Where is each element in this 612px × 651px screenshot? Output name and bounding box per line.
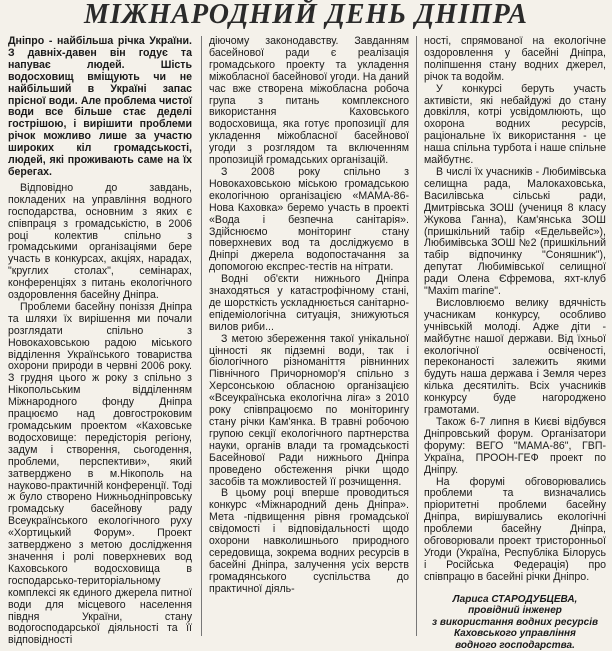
paragraph: діючому законодавству. Завданням басейнової ради є реалізація громадського проекту та укладення міжобласної басейнової угоди. На даний час вже створена міжобласна робоча група з питань комплексного використання Каховського водосховища, яка готує пропозиції для укладення міжобласної басейнової угоди з розглядом та включенням пропозицій громадських організацій.	[209, 35, 409, 167]
column-divider	[201, 36, 202, 636]
paragraph: Висловлюємо велику вдячність учасникам конкурсу, особливо учнівській молоді. Адже діти - майбутнє нашої держави. Від їхньої екологічної освіченості, переконаності залежить якими будуть наша держава і Земля через кілька десятиліть. Всіх учасників конкурсу буде нагороджено грамотами.	[424, 296, 606, 417]
column-2	[209, 36, 409, 638]
author-signature	[424, 594, 606, 651]
author-role: провідний інженер	[468, 605, 562, 617]
author-role: водного господарства.	[455, 639, 575, 651]
paragraph: З метою збереження такої унікальної цінності як підземні води, так і біологічного різноманіття рівнинних Північного Причорномор'я спільно з Херсонською обласною організацією «Всеукраїнська екологічна ліга» з 2010 року співпрацюємо по моніторингу стану річки Кам'янка. В травні робочою групою секції екологічного партнерства науки, органів влади та громадськості Басейнової Ради нижнього Дніпра проведено обстеження річки щодо засобів та можливостей її розчищення.	[209, 332, 409, 488]
paragraph: Відповідно до завдань, покладених на управління водного господарства, основним з яких є співпраця з громадськістю, в 2006 році колектив спільно з громадськими організаціями бере участь в конкурсах, акціях, нарадах, "круглих столах", семінарах, конференціях з питань екологічного оздоровлення басейну Дніпра.	[8, 181, 192, 302]
paragraph: Також 6-7 липня в Києві відбувся Дніпровський форум. Організатори форуму: ВЕГО "МАМА-86", ГВП-Україна, ПРООН-ГЕФ проект по Дніпру.	[424, 416, 606, 476]
paragraph: З 2008 року спільно з Новокаховською міською громадською екологічною організацією «МАМА-86-Нова Каховка» беремо участь в проекті «Вода і безпечна санітарія». Здійснюємо моніторинг стану поверхневих вод та досліджуємо в Дніпрі джерела водопостачання за допомогою експрес-тестів на нітрати.	[209, 165, 409, 274]
column-divider	[416, 36, 417, 636]
paragraph: Водні об'єкти нижнього Дніпра знаходяться у катастрофічному стані, де шорсткість ускладнюється санітарно-епідеміологічна ситуація, знижуються вилов риби...	[209, 273, 409, 333]
article-title: МІЖНАРОДНИЙ ДЕНЬ ДНІПРА	[84, 0, 528, 30]
paragraph: ності, спрямованої на екологічне оздоровлення у басейні Дніпра, поліпшення стану водних джерел, річок та водойм.	[424, 35, 606, 83]
column-1	[8, 35, 192, 647]
paragraph: В числі їх учасників - Любимівська селищна рада, Малокаховська, Василівська сільські ради, Дмитрівська ЗОШ (учениця 8 класу Жукова Ганна), Кам'янська ЗОШ (пришкільний табір «Едельвейс»), Любимівська ЗОШ №2 (пришкільний табір відпочинку "Соняшник"), депутат Любимівської селищної ради Олена Єфремова, яхт-клуб "Maxim marine".	[424, 165, 606, 298]
article-lead: Дніпро - найбільша річка України. З давніх-давен він годує та напуває людей. Шість водосховищ вміщують чи не найбільший в Україні запас прісної води. Але проблема чистої води все більше стає деделі гострішою, і вирішити проблеми річок можливо лише за участю широких кіл громадськості, людей, які проживають саме на їх берегах.	[8, 35, 192, 178]
author-first-name: Лариса	[452, 593, 489, 605]
author-surname: СТАРОДУБЦЕВА,	[491, 593, 578, 605]
paragraph: У конкурсі беруть участь активісти, які небайдужі до стану довкілля, котрі усвідомлюють, що охорона водних ресурсів, раціональне їх використання - це наша спільна турбота і наше спільне майбутнє.	[424, 82, 606, 167]
paragraph: В цьому році вперше проводиться конкурс «Міжнародний день Дніпра». Мета -підвищення рівня громадської свідомості і відповідальності щодо охорони навколишнього природного середовища, зокрема водних ресурсів в басейні Дніпра, залучення усіх верств громадянського суспільства до практичної діяль-	[209, 487, 409, 595]
author-role: Каховського управління	[454, 628, 576, 640]
paragraph: Проблеми басейну поніззя Дніпра та шляхи їх вирішення ми почали розглядати спільно з Новокаховською радою міського відділення Українського товариства охорони природи в червні 2006 року. З грудня цього ж року з спільно з Нікопольським відділенням Міжнародного фонду Дніпра працюємо над довгостроковим громадським проектом «Каховське водосховище: передісторія регіону, задум і створення, сьогодення, проблеми, перспективи», який затверджено в м.Нікополь на науково-практичній конференції. Тоді ж було створено Нижньодніпровську громадську басейнову раду Всеукраїнського екологічного руху «Хортицький Форум». Проект затверджено з метою дослідження значення і ролі поверхневих вод Каховського водосховища в господарсько-територіальному комплексі як єдиного джерела питної води для місцевого населення півдня України, стану водогосподарської діяльності та її відповідності	[8, 300, 192, 647]
author-role: з використання водних ресурсів	[431, 616, 599, 628]
column-3	[424, 35, 606, 651]
paragraph: На форумі обговорювались проблеми та визначались пріоритетні проблеми басейну Дніпра, вирішувались екологічні проблеми басейну Дніпра, обговорювали проект тристоронньої Угоди (Україна, Республіка Білорусь і Російська Федерація) про співпрацю в басейні річки Дніпро.	[424, 475, 606, 583]
